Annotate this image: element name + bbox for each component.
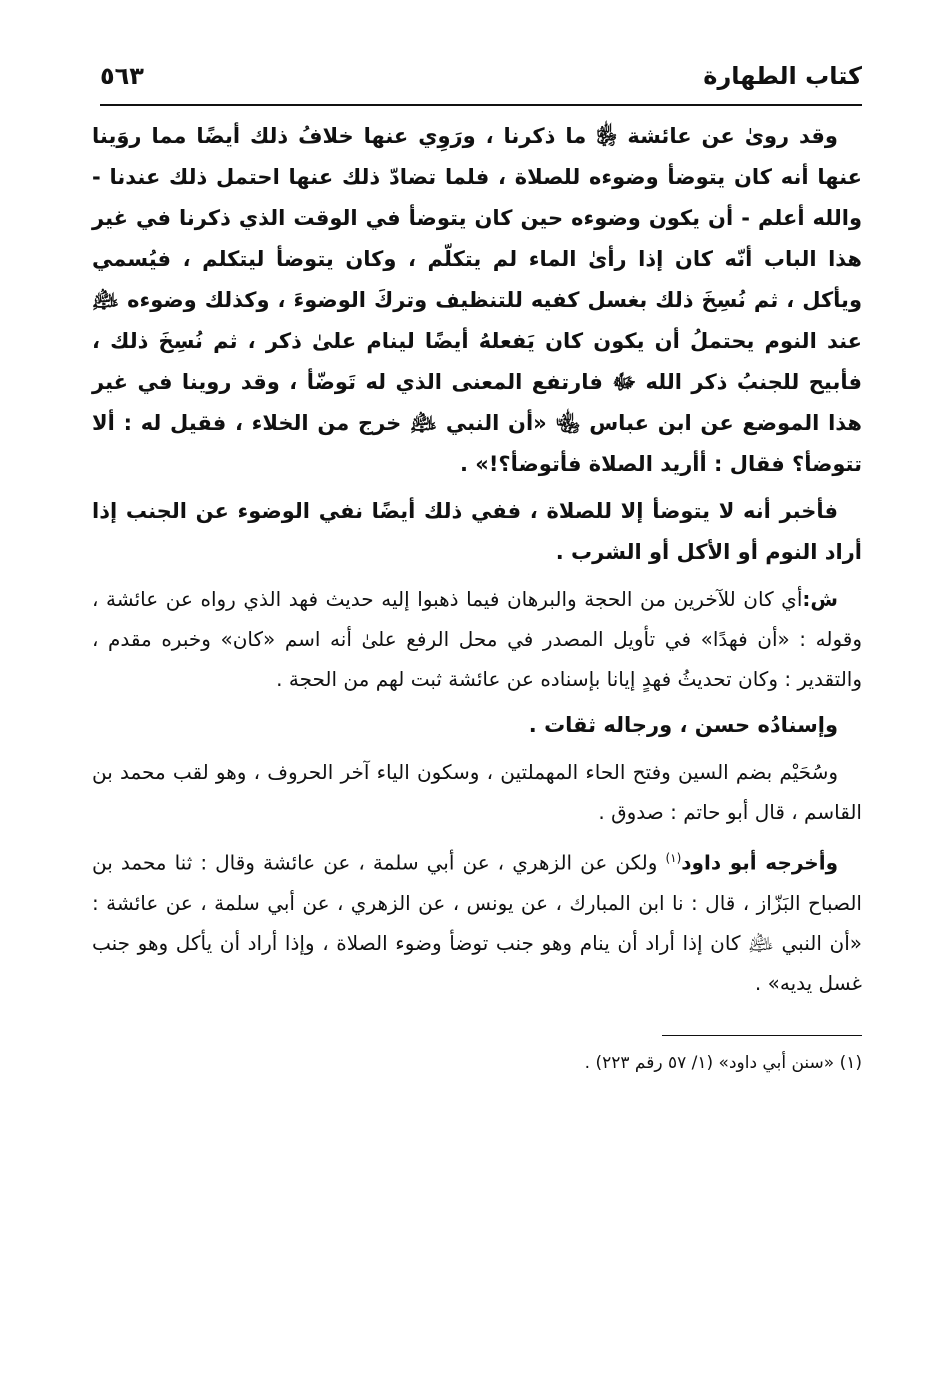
chapter-title: كتاب الطهارة <box>703 62 862 90</box>
paragraph-text: وإسنادُه حسن ، ورجاله ثقات . <box>528 713 838 737</box>
paragraph-text: وقد روىٰ عن عائشة ﵂ ما ذكرنا ، ورَوِي عنها خلافُ ذلك أيضًا مما روَينا عنها أنه كان يتوضأ وضوءه للصلاة ، فلما تضادّ ذلك عنها احتمل ذلك عندنا - والله أعلم - أن يكون وضوءه حين كان يتوضأ في الوقت الذي ذكرنا في غير هذا الباب أنّه كان إذا رأىٰ الماء لم يتكلّم ، وكان يتوضأ ليتكلم ، فيُسمي ويأكل ، ثم نُسِخَ ذلك بغسل كفيه للتنظيف وتركَ الوضوءَ ، وكذلك وضوءه ﵇ عند النوم يحتملُ أن يكون كان يَفعلهُ أيضًا لينام علىٰ ذكر ، ثم نُسِخَ ذلك ، فأبيح للجنبُ ذكر الله ﷻ فارتفع المعنى الذي له تَوضّأ ، وقد روينا في غير هذا الموضع عن ابن عباس ﵄ «أن النبي ﵇ خرج من الخلاء ، فقيل له : ألا تتوضأ؟ فقال : أأريد الصلاة فأتوضأ؟!» . <box>92 124 862 476</box>
commentary-text: أي كان للآخرين من الحجة والبرهان فيما ذهبوا إليه حديث فهد الذي رواه عن عائشة ، وقوله : «أن فهدًا» في تأويل المصدر في محل الرفع علىٰ أنه اسم «كان» وخبره مقدم ، والتقدير : وكان تحديثُ فهدٍ إيانا بإسناده عن عائشة ثبت لهم من الحجة . <box>92 587 862 691</box>
source-lead: وأخرجه أبو داود <box>681 850 838 875</box>
commentary-marker: ش: <box>802 587 838 611</box>
header-rule <box>100 104 862 106</box>
hadith-paragraph <box>92 838 862 1003</box>
footnote-ref[interactable]: (١) <box>665 851 682 865</box>
page-header <box>100 58 862 98</box>
footnote: (١) «سنن أبي داود» (١/ ٥٧ رقم ٢٢٣) . <box>584 1052 862 1073</box>
commentary-paragraph <box>92 579 862 699</box>
page-body <box>92 116 862 1076</box>
paragraph-text: وسُحَيْم بضم السين وفتح الحاء المهملتين ، وسكون الياء آخر الحروف ، وهو لقب محمد بن القاسم ، قال أبو حاتم : صدوق . <box>92 760 862 824</box>
page-number: ٥٦٣ <box>100 62 144 90</box>
footnote-separator <box>662 1035 862 1036</box>
paragraph-text: فأخبر أنه لا يتوضأ إلا للصلاة ، ففي ذلك أيضًا نفي الوضوء عن الجنب إذا أراد النوم أو الأكل أو الشرب . <box>92 499 862 564</box>
hadith-text: ولكن عن الزهري ، عن أبي سلمة ، عن عائشة وقال : ثنا محمد بن الصباح البَزّاز ، قال : نا ابن المبارك ، عن يونس ، عن الزهري ، عن أبي سلمة ، عن عائشة : «أن النبي ﵇ كان إذا أراد أن ينام وهو جنب توضأ وضوء الصلاة ، وإذا أراد أن يأكل وهو جنب غسل يديه» . <box>92 850 862 995</box>
